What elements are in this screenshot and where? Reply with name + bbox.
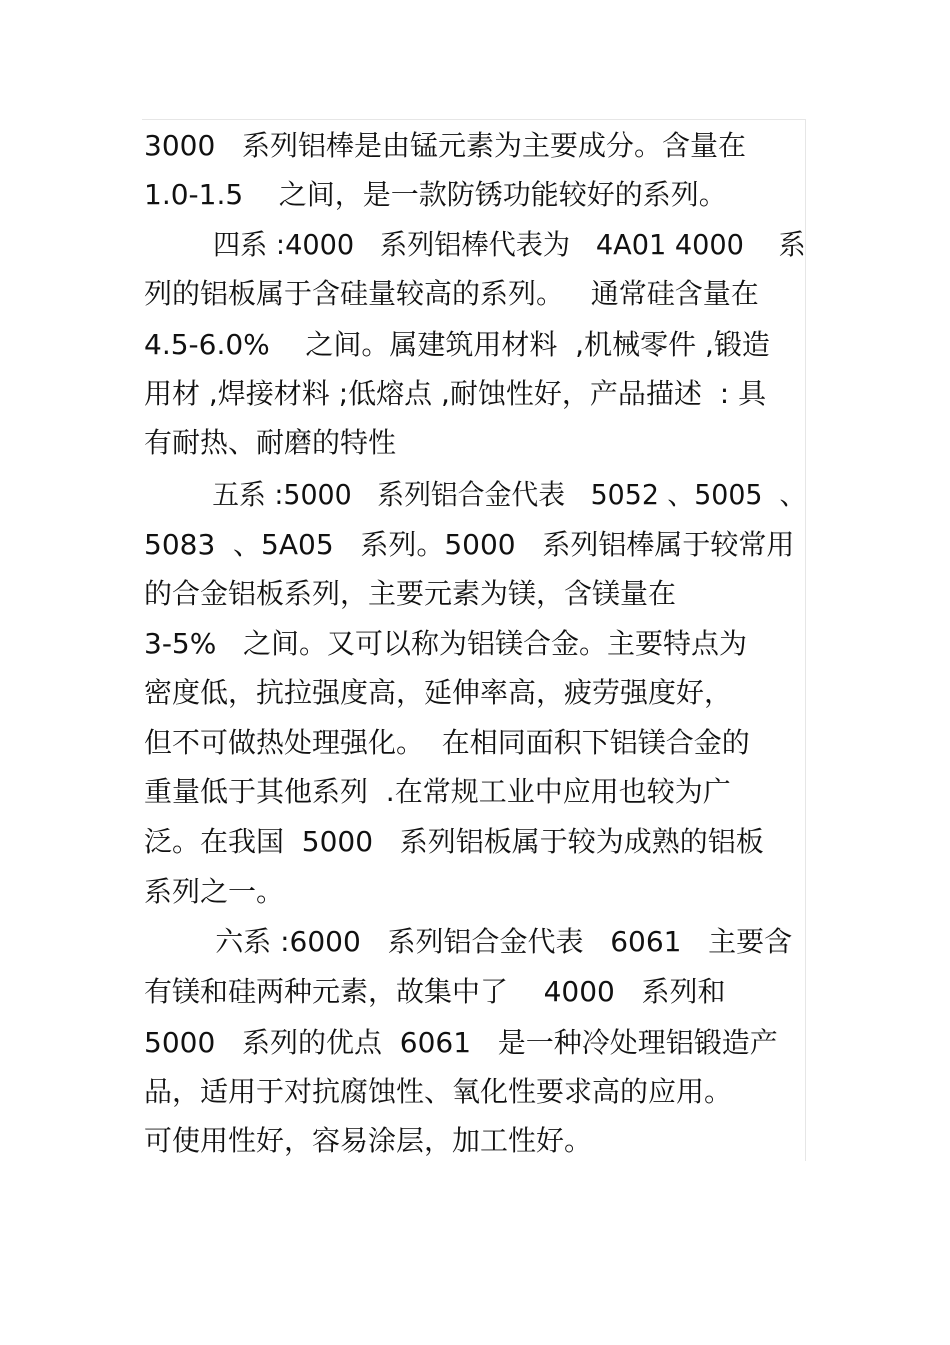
text-line: 3000 系列铝棒是由锰元素为主要成分。含量在: [144, 129, 746, 162]
text-line: 五系 :5000 系列铝合金代表 5052 、5005 、: [144, 478, 807, 511]
text-line: 四系 :4000 系列铝棒代表为 4A01 4000 系: [144, 228, 806, 261]
text-line: 用材 ,焊接材料 ;低熔点 ,耐蚀性好，产品描述 : 具: [144, 377, 767, 410]
text-line: 有镁和硅两种元素，故集中了 4000 系列和: [144, 975, 726, 1008]
text-line: 5083 、5A05 系列。5000 系列铝棒属于较常用: [144, 528, 795, 561]
text-line: 5000 系列的优点 6061 是一种冷处理铝锻造产: [144, 1026, 778, 1059]
text-line: 密度低，抗拉强度高，延伸率高，疲劳强度好，: [144, 676, 733, 709]
text-line: 重量低于其他系列 .在常规工业中应用也较为广: [144, 775, 731, 808]
text-line: 泛。在我国 5000 系列铝板属于较为成熟的铝板: [144, 825, 764, 858]
text-line: 3-5% 之间。又可以称为铝镁合金。主要特点为: [144, 627, 748, 660]
text-line: 的合金铝板系列，主要元素为镁，含镁量在: [144, 577, 677, 610]
text-line: 系列之一。: [144, 875, 285, 908]
text-line: 1.0-1.5 之间，是一款防锈功能较好的系列。: [144, 178, 727, 211]
text-line: 4.5-6.0% 之间。属建筑用材料 ,机械零件 ,锻造: [144, 328, 770, 361]
text-line: 可使用性好，容易涂层，加工性好。: [144, 1124, 593, 1157]
text-line: 列的铝板属于含硅量较高的系列。 通常硅含量在: [144, 277, 759, 310]
text-line: 有耐热、耐磨的特性: [144, 426, 397, 459]
text-line: 六系 :6000 系列铝合金代表 6061 主要含: [144, 925, 793, 958]
text-line: 品，适用于对抗腐蚀性、氧化性要求高的应用。: [144, 1075, 733, 1108]
text-line: 但不可做热处理强化。 在相同面积下铝镁合金的: [144, 726, 750, 759]
